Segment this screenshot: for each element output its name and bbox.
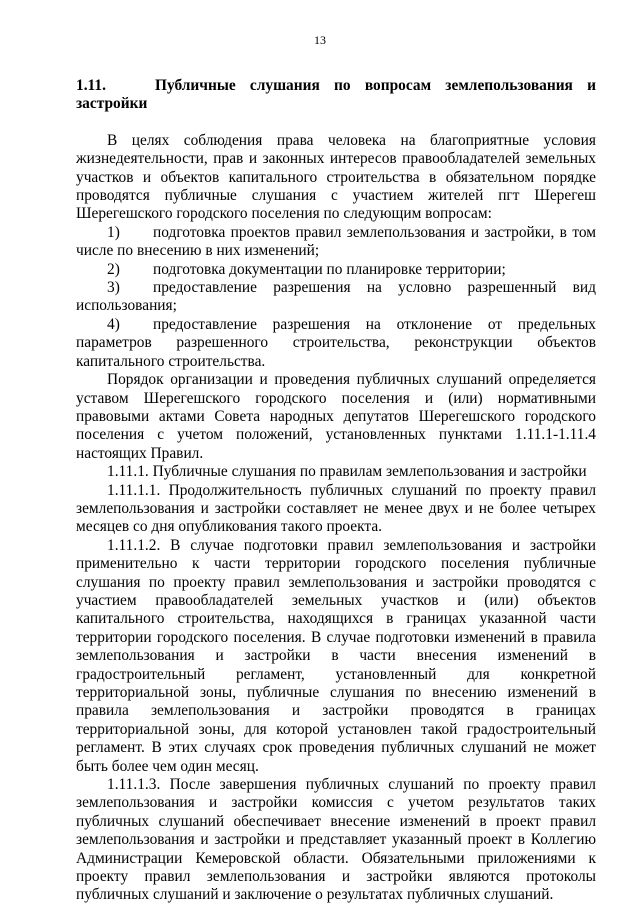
intro-paragraph: В целях соблюдения права человека на благоприятные условия жизнедеятельности, прав и законных интересов правообладателей земельных участков и объектов капитального строительства в обязательном порядке проводятся публичные слушания с участием жителей пгт Шерегеш Шерегешского городского поселения по следующим вопросам: (76, 131, 596, 223)
list-item (76, 224, 596, 261)
clause-1-11-1-1: 1.11.1.1. Продолжительность публичных слушаний по проекту правил землепользования и застройки составляет не менее двух и не более четырех месяцев со дня опубликования такого проекта. (76, 481, 596, 536)
section-heading (76, 77, 596, 114)
spacer (76, 114, 596, 132)
page-number: 13 (314, 33, 326, 47)
document-body (76, 77, 596, 905)
list-marker: 2) (107, 260, 120, 278)
list-item-text: подготовка документации по планировке территории; (153, 260, 506, 278)
list-item (76, 261, 596, 279)
list-marker: 3) (107, 279, 120, 297)
list-item-text: предоставление разрешения на условно разрешенный вид использования; (76, 279, 596, 315)
order-paragraph: Порядок организации и проведения публичных слушаний определяется уставом Шерегешского городского поселения и (или) нормативными правовыми актами Совета народных депутатов Шерегешского городского поселения с учетом положений, установленных пунктами 1.11.1-1.11.4 настоящих Правил. (76, 371, 596, 462)
section-number: 1.11. (76, 77, 106, 94)
list-item-text: предоставление разрешения на отклонение от предельных параметров разрешенного строительства, реконструкции объектов капитального строительства. (76, 315, 596, 370)
section-title: Публичные слушания по вопросам землепользования и застройки (76, 77, 596, 113)
list-marker: 4) (107, 315, 120, 333)
clause-1-11-1-2: 1.11.1.2. В случае подготовки правил землепользования и застройки применительно к части территории городского поселения публичные слушания по проекту правил землепользования и застройки проводятся с участием правообладателей земельных участков и (или) объектов капитального строительства, находящихся в границах указанной части территории городского поселения. В случае подготовки изменений в правила землепользования и застройки в части внесения изменений в градостроительный регламент, установленный для конкретной территориальной зоны, публичные слушания по внесению изменений в правила землепользования и застройки проводятся в границах территориальной зоны, для которой установлен такой градостроительный регламент. В этих случаях срок проведения публичных слушаний не может быть более чем один месяц. (76, 536, 596, 775)
list-item-text: подготовка проектов правил землепользования и застройки, в том числе по внесению в них изменений; (76, 223, 596, 260)
list-item (76, 316, 596, 371)
list-item (76, 279, 596, 316)
clause-1-11-1-3: 1.11.1.3. После завершения публичных слушаний по проекту правил землепользования и застройки комиссия с учетом результатов таких публичных слушаний обеспечивает внесение изменений в проект правил землепользования и застройки и представляет указанный проект в Коллегию Администрации Кемеровской области. Обязательными приложениями к проекту правил землепользования и застройки являются протоколы публичных слушаний и заключение о результатах публичных слушаний. (76, 776, 596, 904)
list-marker: 1) (107, 223, 120, 241)
subsection-heading: 1.11.1. Публичные слушания по правилам землепользования и застройки (107, 463, 587, 481)
